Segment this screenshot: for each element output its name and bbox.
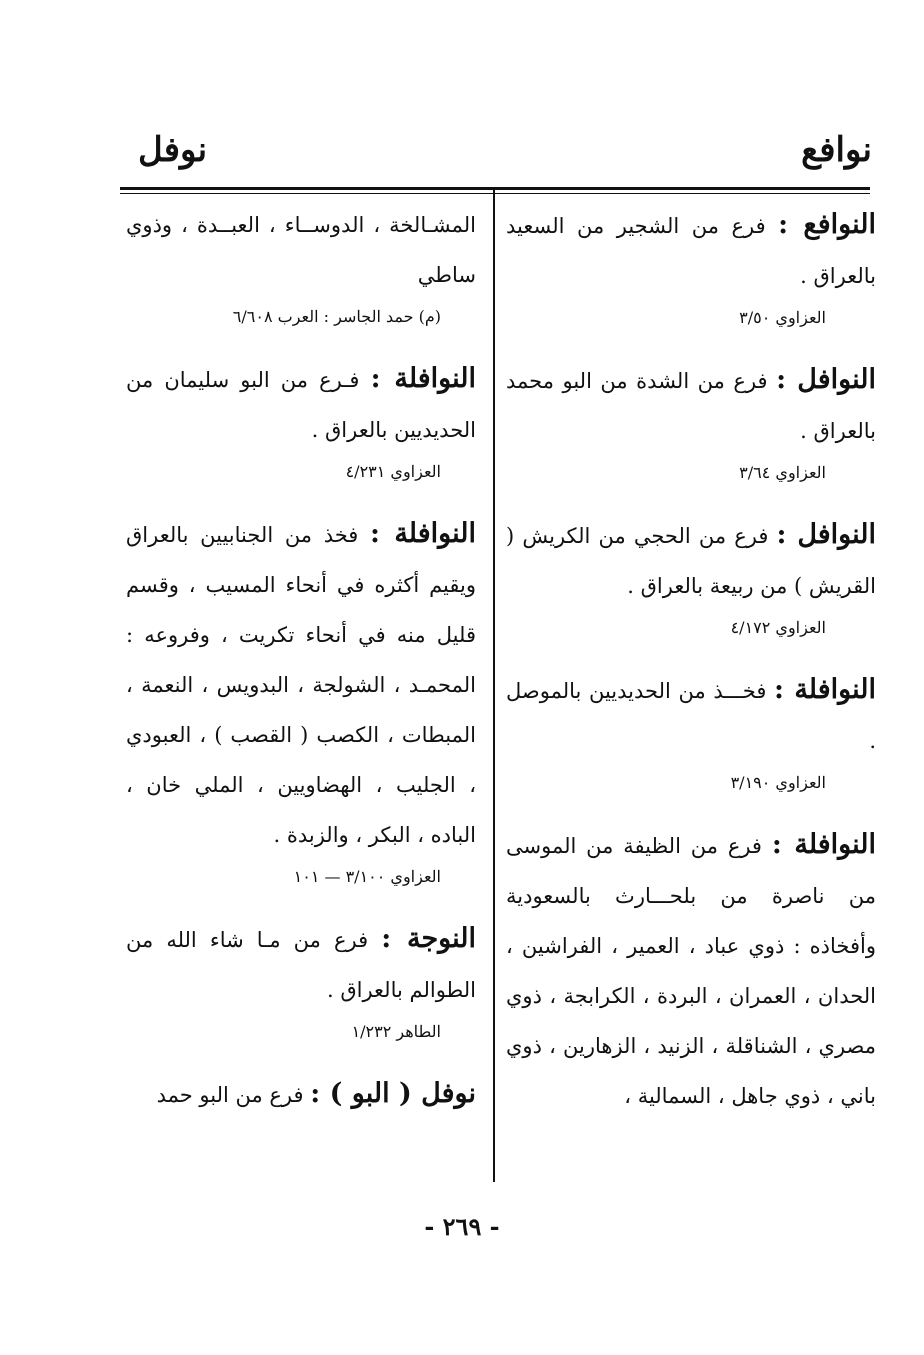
entry-text: فـرع من البو سليمان من الحديديين بالعراق . [126, 368, 476, 442]
entry [506, 200, 876, 333]
entry-text: فرع من البو حمد [156, 1083, 304, 1107]
entry-term: النوافلة : [370, 363, 476, 394]
entry [506, 355, 876, 488]
entry-text: فرع من الظيفة من الموسى من ناصرة من بلحـــارث بالسعودية وأفخاذه : ذوي عباد ، العمير ، الفراشين ، الحدان ، العمران ، البردة ، الكرابجة ، ذوي مصري ، الشناقلة ، الزنيد ، الزهارين ، ذوي باني ، ذوي جاهل ، السمالية ، [506, 834, 876, 1108]
entry [126, 509, 476, 892]
entry [506, 820, 876, 1121]
entry [126, 200, 476, 332]
entry-text: فرع من الشدة من البو محمد بالعراق . [506, 369, 876, 443]
entry-term: النوافل : [776, 519, 877, 550]
entry-source: العزاوي ٤/٢٣١ [345, 462, 441, 481]
entry-source: العزاوي ٣/١٩٠ [730, 773, 826, 792]
entry-term: النوافلة : [369, 518, 476, 549]
entry-term: النوجة : [381, 923, 476, 954]
header-right-word: نوافع [801, 130, 872, 170]
right-column [506, 200, 876, 1121]
header-rule-thin [120, 193, 870, 194]
entry-source: العزاوي ٤/١٧٢ [730, 618, 826, 637]
header-rule-thick [120, 187, 870, 190]
entry-source: العزاوي ٣/٥٠ [739, 308, 826, 327]
entry [126, 914, 476, 1047]
entry-text: فخـــذ من الحديديين بالموصل . [506, 679, 876, 753]
entry-term: النوافع : [778, 209, 876, 240]
column-divider [493, 187, 495, 1182]
entry-term: النوافلة : [771, 829, 877, 860]
entry-text: فرع من مـا شاء الله من الطوالم بالعراق . [126, 928, 476, 1002]
entry-text: فرع من الحجي من الكريش ( القريش ) من ربيعة بالعراق . [506, 524, 876, 598]
entry-term: النوافل : [776, 364, 876, 395]
entry-term: نوفل ( البو ) : [310, 1078, 476, 1109]
entry-term: النوافلة : [774, 674, 876, 705]
entry-text: المشـالخة ، الدوســاء ، العبــدة ، وذوي ساطي [126, 213, 476, 287]
entry [506, 665, 876, 798]
entry [126, 354, 476, 487]
left-column [126, 200, 476, 1120]
entry-text: فرع من الشجير من السعيد بالعراق . [506, 214, 876, 288]
entry [126, 1069, 476, 1120]
entry-source: (م) حمد الجاسر : العرب ٦/٦٠٨ [232, 307, 441, 326]
entry-text: فخذ من الجنابيين بالعراق ويقيم أكثره في أنحاء المسيب ، وقسم قليل منه في أنحاء تكريت ، وفروعه : المحمـد ، الشولجة ، البدويس ، النعمة ، المبطات ، الكصب ( القصب ) ، العبودي ، الجليب ، الهضاويين ، الملي خان ، الباده ، البكر ، والزبدة . [126, 523, 476, 847]
header-left-word: نوفل [138, 130, 208, 170]
page-number: - ٢٦٩ - [424, 1212, 500, 1241]
entry-source: العزاوي ٣/١٠٠ — ١٠١ [293, 867, 441, 886]
entry-source: الطاهر ١/٢٣٢ [351, 1022, 441, 1041]
entry [506, 510, 876, 643]
entry-source: العزاوي ٣/٦٤ [739, 463, 826, 482]
